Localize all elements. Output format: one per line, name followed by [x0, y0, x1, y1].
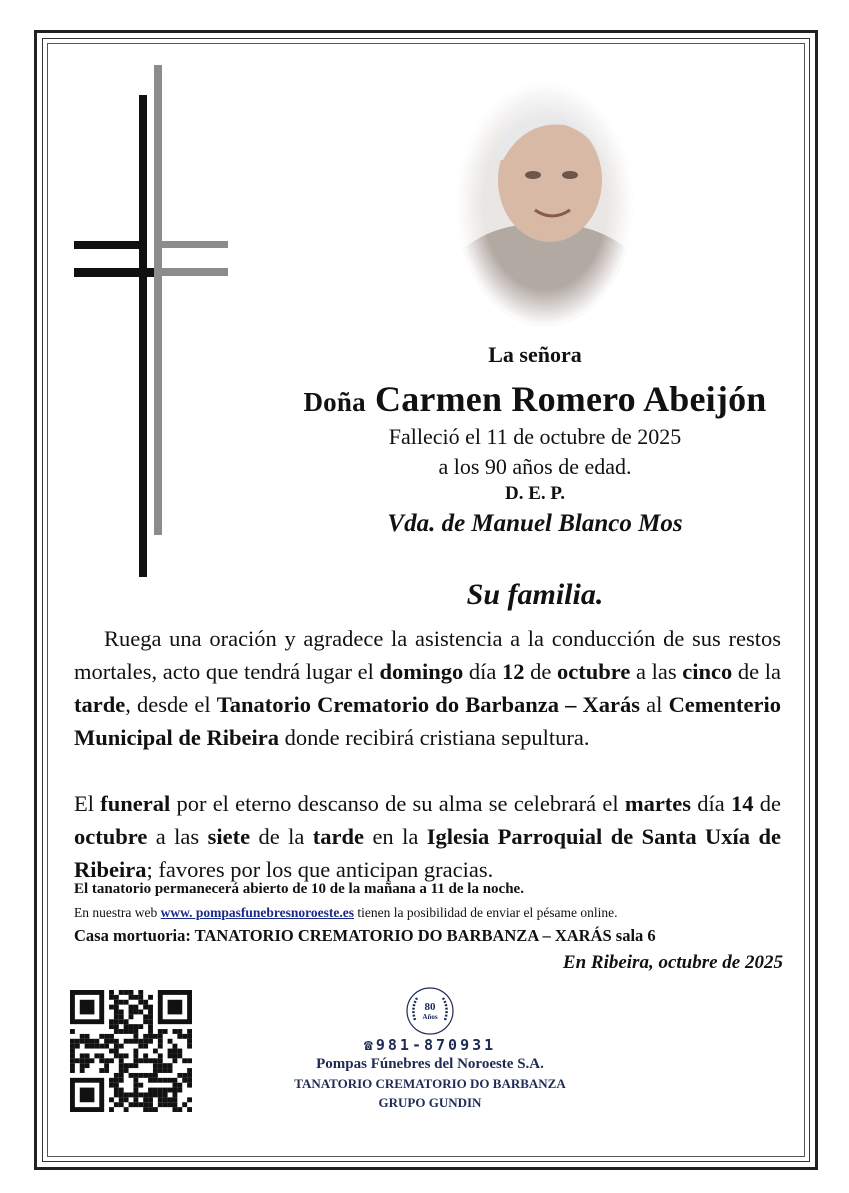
qr-code[interactable]	[70, 990, 192, 1112]
p2-segment: 14	[731, 791, 754, 816]
paragraph-2	[74, 787, 781, 886]
company-name: Pompas Fúnebres del Noroeste S.A.	[316, 1056, 544, 1072]
p1-segment: cinco	[682, 659, 733, 684]
deceased-name	[250, 378, 820, 420]
p1-segment: domingo	[379, 659, 464, 684]
p1-segment: octubre	[557, 659, 631, 684]
p1-segment: tarde	[74, 692, 126, 717]
p1-segment: Cementerio Municipal de Ribeira	[74, 692, 782, 750]
p2-segment: en la	[364, 824, 427, 849]
website-link[interactable]: www. pompasfunebresnoroeste.es	[160, 905, 354, 920]
group-name: GRUPO GUNDIN	[378, 1095, 482, 1110]
logo-number: 80	[424, 1001, 436, 1013]
p2-segment: ; favores por los que anticipan gracias.	[146, 857, 494, 882]
p1-segment: Tanatorio Crematorio do Barbanza – Xarás	[216, 692, 641, 717]
ceremony-paragraph	[74, 622, 781, 754]
phone	[240, 1036, 620, 1054]
age: a los 90 años de edad.	[438, 454, 632, 479]
p1-segment: , desde el	[125, 692, 217, 717]
phone-number: 981-870931	[375, 1036, 497, 1054]
p2-segment: funeral	[100, 791, 171, 816]
family-heading: Su familia.	[466, 578, 604, 611]
tanatorio-name: TANATORIO CREMATORIO DO BARBANZA	[294, 1076, 566, 1091]
p1-segment: a las	[630, 659, 683, 684]
cross-icon	[70, 65, 240, 585]
p2-segment: siete	[207, 824, 251, 849]
honorific: Doña	[303, 387, 366, 417]
p1-segment: de	[524, 659, 558, 684]
place-date: En Ribeira, octubre de 2025	[562, 952, 783, 973]
death-date: Falleció el 11 de octubre de 2025	[388, 424, 682, 449]
paragraph-1	[74, 622, 781, 754]
opening-hours: El tanatorio permanecerá abierto de 10 de la mañana a 11 de la noche.	[74, 881, 524, 897]
p2-segment: de la	[250, 824, 313, 849]
p2-segment: martes	[624, 791, 692, 816]
p2-segment: El	[74, 791, 101, 816]
anniversary-logo	[405, 986, 455, 1036]
p2-segment: día	[691, 791, 731, 816]
web-note	[74, 905, 784, 921]
p2-segment: por el eterno descanso de su alma se celebrará el	[170, 791, 625, 816]
title-prefix: La señora	[488, 342, 582, 367]
p2-segment: a las	[147, 824, 208, 849]
p1-segment: al	[640, 692, 669, 717]
dep: D. E. P.	[504, 483, 565, 504]
p2-segment: Iglesia Parroquial de Santa Uxía de Ribeira	[74, 824, 781, 882]
p1-segment: Ruega una oración y agradece la asistencia a la conducción de sus restos mortales, acto que tendrá lugar el	[74, 626, 781, 684]
p2-segment: tarde	[312, 824, 365, 849]
widow-of: Vda. de Manuel Blanco Mos	[387, 510, 683, 537]
p1-segment: 12	[502, 659, 525, 684]
phone-icon: ☎	[363, 1036, 376, 1054]
casa-mortuoria: Casa mortuoria: TANATORIO CREMATORIO DO BARBANZA – XARÁS sala 6	[74, 926, 656, 945]
logo-word: Años	[422, 1013, 438, 1021]
p1-segment: día	[463, 659, 503, 684]
p1-segment: donde recibirá cristiana sepultura.	[279, 725, 590, 750]
p1-segment: de la	[732, 659, 781, 684]
name: Carmen Romero Abeijón	[375, 379, 767, 419]
web-note-pre: En nuestra web	[74, 905, 161, 920]
p2-segment: de	[753, 791, 781, 816]
p2-segment: octubre	[74, 824, 148, 849]
web-note-post: tienen la posibilidad de enviar el pésame online.	[354, 905, 618, 920]
portrait-photo	[455, 80, 635, 328]
funeral-paragraph	[74, 787, 781, 886]
